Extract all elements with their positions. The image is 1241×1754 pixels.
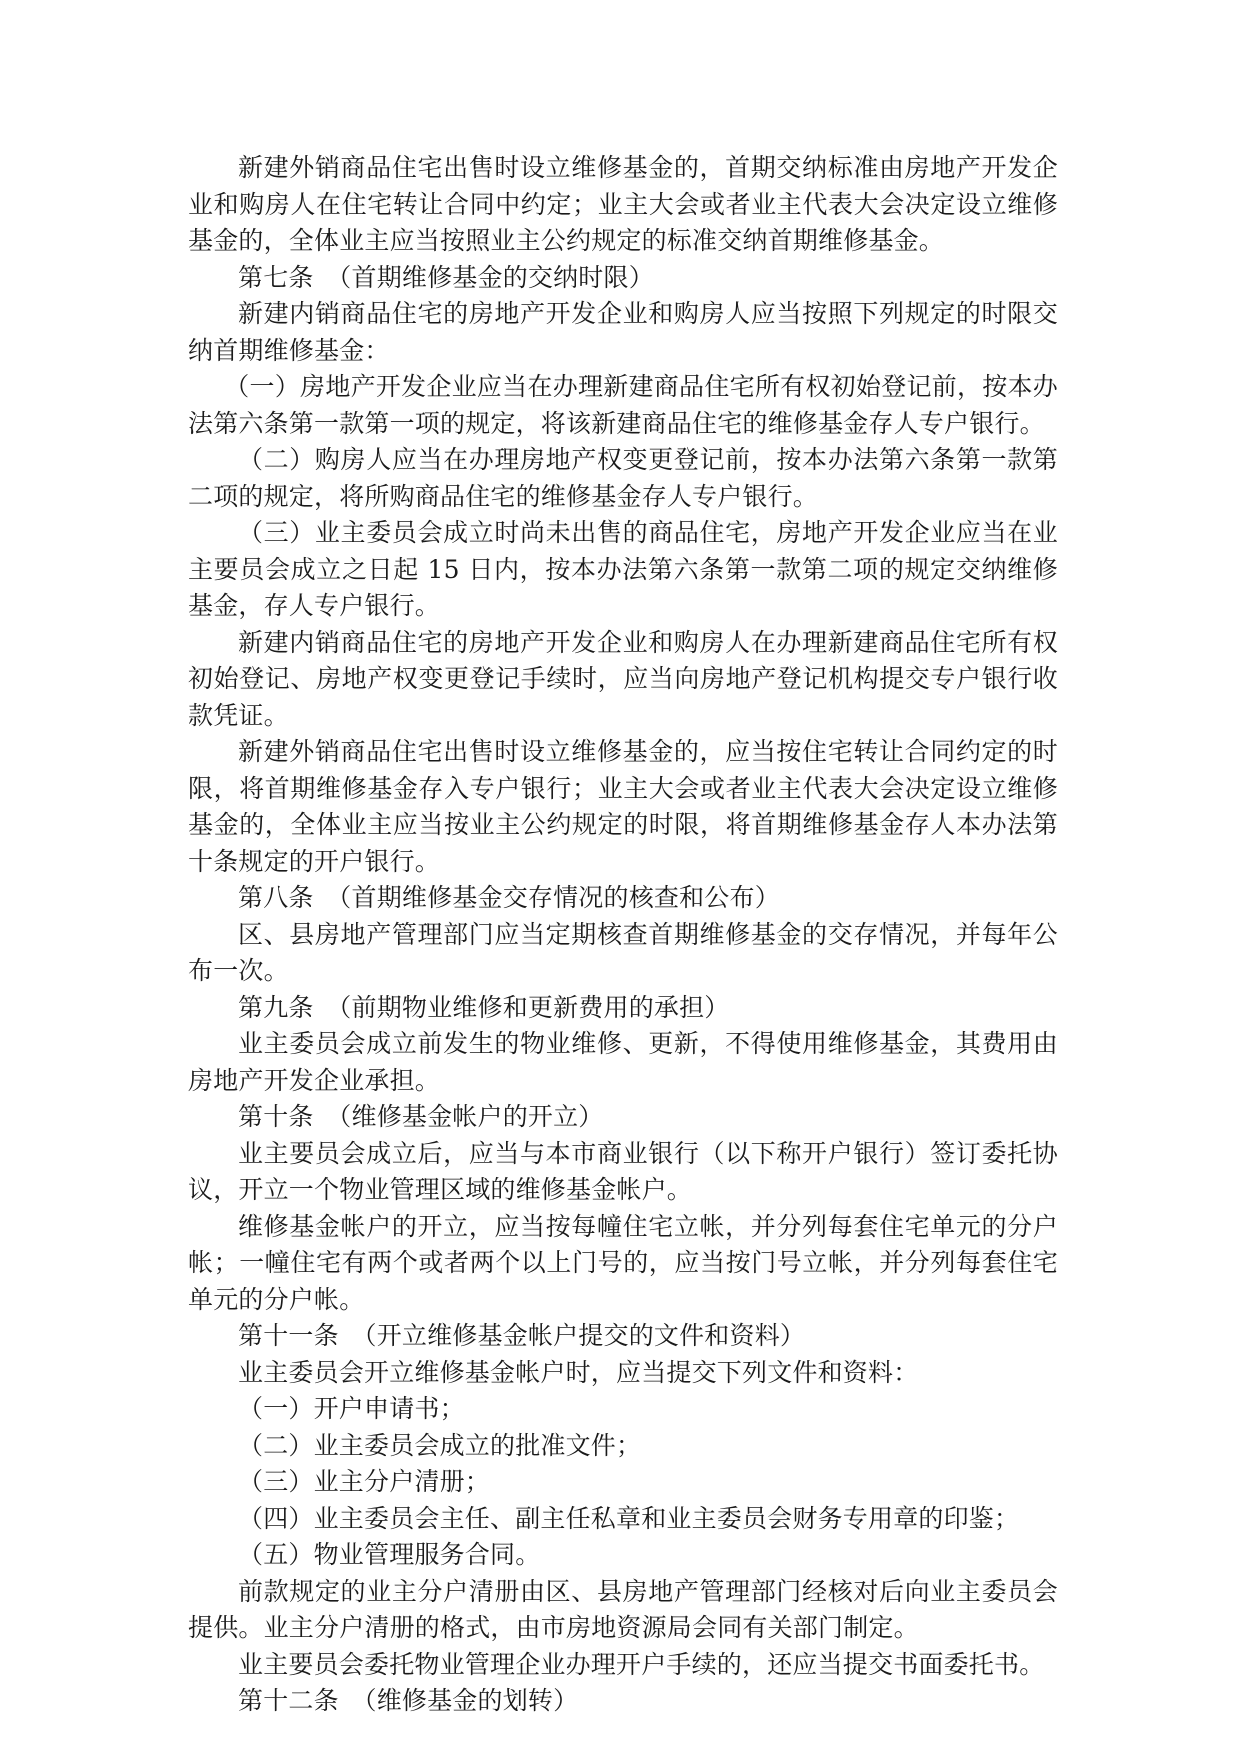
paragraph-register-provision: 前款规定的业主分户清册由区、县房地产管理部门经核对后向业主委员会提供。业主分户清册的格式，由市房地资源局会同有关部门制定。 xyxy=(188,1576,1058,1642)
list-item-developer: （一）房地产开发企业应当在办理新建商品住宅所有权初始登记前，按本办法第六条第一款第一项的规定，将该新建商品住宅的维修基金存人专户银行。 xyxy=(188,372,1058,438)
article-7-heading: 第七条 （首期维修基金的交纳时限） xyxy=(238,262,654,292)
article-11-heading: 第十一条 （开立维修基金帐户提交的文件和资料） xyxy=(238,1321,806,1350)
list-item-service-contract: （五）物业管理服务合同。 xyxy=(238,1540,541,1569)
paragraph-early-repair-costs: 业主委员会成立前发生的物业维修、更新，不得使用维修基金，其费用由房地产开发企业承担。 xyxy=(188,1029,1058,1095)
paragraph-account-opening: 业主要员会成立后，应当与本市商业银行（以下称开户银行）签订委托协议，开立一个物业管理区域的维修基金帐户。 xyxy=(188,1138,1058,1204)
paragraph-receipt-submission: 新建内销商品住宅的房地产开发企业和购房人在办理新建商品住宅所有权初始登记、房地产权变更登记手续时，应当向房地产登记机构提交专户银行收款凭证。 xyxy=(188,627,1058,730)
article-8-heading: 第八条 （首期维修基金交存情况的核查和公布） xyxy=(238,883,780,912)
paragraph-power-of-attorney: 业主要员会委托物业管理企业办理开户手续的，还应当提交书面委托书。 xyxy=(238,1649,1045,1679)
list-item-owner-register: （三）业主分户清册； xyxy=(238,1467,491,1496)
list-item-application: （一）开户申请书； xyxy=(238,1394,465,1423)
paragraph-required-documents-intro: 业主委员会开立维修基金帐户时，应当提交下列文件和资料： xyxy=(238,1357,919,1387)
paragraph-annual-check: 区、县房地产管理部门应当定期核查首期维修基金的交存情况，并每年公布一次。 xyxy=(188,919,1058,985)
paragraph-payment-deadline-intro: 新建内销商品住宅的房地产开发企业和购房人应当按照下列规定的时限交纳首期维修基金： xyxy=(188,299,1058,365)
article-10-heading: 第十条 （维修基金帐户的开立） xyxy=(238,1102,604,1131)
paragraph-account-structure: 维修基金帐户的开立，应当按每幢住宅立帐，并分列每套住宅单元的分户帐；一幢住宅有两个或者两个以上门号的，应当按门号立帐，并分列每套住宅单元的分户帐。 xyxy=(188,1211,1058,1314)
list-item-unsold-housing: （三）业主委员会成立时尚未出售的商品住宅，房地产开发企业应当在业主要员会成立之日起 15 日内，按本办法第六条第一款第二项的规定交纳维修基金，存人专户银行。 xyxy=(188,518,1058,620)
paragraph-foreign-sale-deadline: 新建外销商品住宅出售时设立维修基金的，应当按住宅转让合同约定的时限，将首期维修基金存入专户银行；业主大会或者业主代表大会决定设立维修基金的，全体业主应当按业主公约规定的时限，将首期维修基金存人本办法第十条规定的开户银行。 xyxy=(188,737,1058,876)
article-12-heading: 第十二条 （维修基金的划转） xyxy=(238,1686,579,1715)
paragraph-foreign-sale-fund: 新建外销商品住宅出售时设立维修基金的，首期交纳标准由房地产开发企业和购房人在住宅转让合同中约定；业主大会或者业主代表大会决定设立维修基金的，全体业主应当按照业主公约规定的标准交纳首期维修基金。 xyxy=(188,153,1058,255)
list-item-buyer: （二）购房人应当在办理房地产权变更登记前，按本办法第六条第一款第二项的规定，将所购商品住宅的维修基金存人专户银行。 xyxy=(188,445,1058,511)
list-item-seal-impressions: （四）业主委员会主任、副主任私章和业主委员会财务专用章的印鉴； xyxy=(238,1503,1020,1533)
article-9-heading: 第九条 （前期物业维修和更新费用的承担） xyxy=(238,992,730,1022)
list-item-approval-document: （二）业主委员会成立的批准文件； xyxy=(238,1430,642,1460)
document-page xyxy=(188,150,1058,1720)
